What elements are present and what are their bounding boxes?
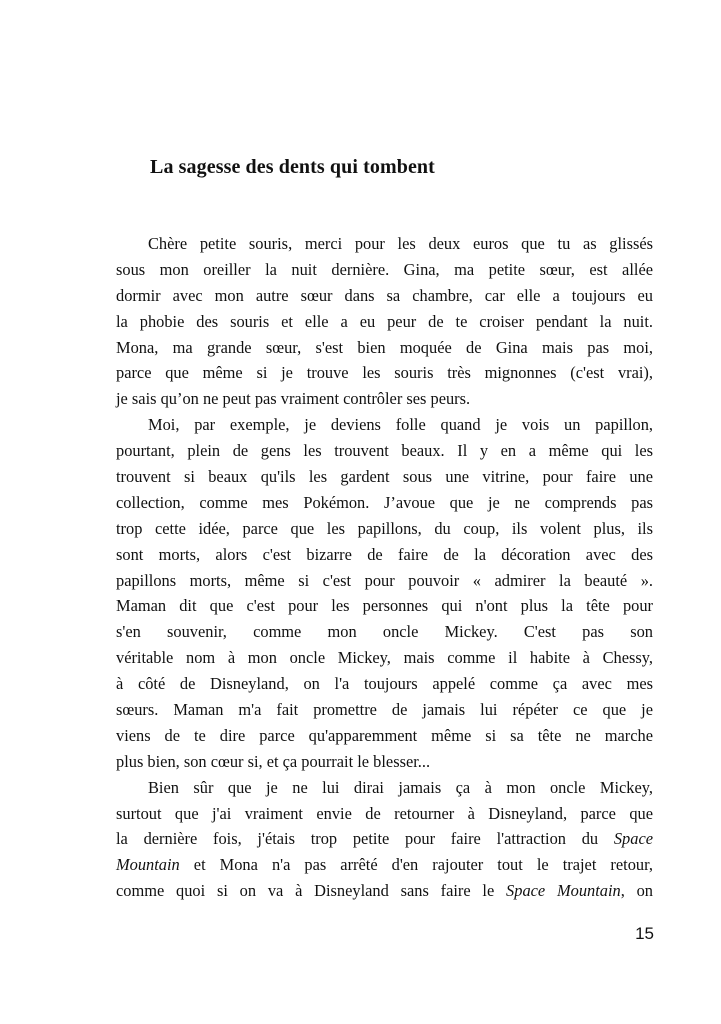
text-line: comme quoi si on va à Disneyland sans faire le Space Mountain, on [116,881,653,901]
text-line: Chère petite souris, merci pour les deux euros que tu as glissés [148,234,653,253]
text-line: parce que même si je trouve les souris très mignonnes (c'est vrai), [116,363,653,383]
text-line: je sais qu’on ne peut pas vraiment contrôler ses peurs. [116,389,471,409]
text-line: sont morts, alors c'est bizarre de faire de la décoration avec des [116,544,653,564]
text-line: Bien sûr que je ne lui dirai jamais ça à mon oncle Mickey, [148,777,653,797]
text-line: Maman dit que c'est pour les personnes qui n'ont plus la tête pour [116,596,653,616]
italic-title: Space Mountain [506,881,621,901]
text-line: dormir avec mon autre sœur dans sa chambre, car elle a toujours eu [116,285,653,305]
text-line: Moi, par exemple, je deviens folle quand je vois un papillon, [148,415,653,435]
text-line: trop cette idée, parce que les papillons, du coup, ils volent plus, ils [116,518,653,538]
text-line: collection, comme mes Pokémon. J’avoue que je ne comprends pas [116,492,653,512]
text-line: s'en souvenir, comme mon oncle Mickey. C'est pas son [116,622,653,642]
text-line: sous mon oreiller la nuit dernière. Gina, ma petite sœur, est allée [116,259,653,279]
text-line: pourtant, plein de gens les trouvent beaux. Il y en a même qui les [116,441,653,461]
italic-title: Space [613,829,653,849]
text-line: la phobie des souris et elle a eu peur de te croiser pendant la nuit. [116,311,653,331]
text-line: à côté de Disneyland, on l'a toujours appelé comme ça avec mes [116,674,653,694]
text-line: trouvent si beaux qu'ils les gardent sous une vitrine, pour faire une [116,467,653,487]
italic-title: Mountain [116,855,180,875]
text-line: sœurs. Maman m'a fait promettre de jamais lui répéter ce que je [116,700,653,720]
body-text [116,231,653,904]
chapter-title: La sagesse des dents qui tombent [150,156,435,178]
text-line: papillons morts, même si c'est pour pouvoir « admirer la beauté ». [116,570,653,590]
text-line: surtout que j'ai vraiment envie de retourner à Disneyland, parce que [116,803,653,823]
page-number: 15 [635,924,654,943]
text-line: Mona, ma grande sœur, s'est bien moquée de Gina mais pas moi, [116,337,653,357]
text-line: Mountain et Mona n'a pas arrêté d'en rajouter tout le trajet retour, [116,855,653,875]
text-line: véritable nom à mon oncle Mickey, mais comme il habite à Chessy, [116,648,653,668]
text-line: plus bien, son cœur si, et ça pourrait le blesser... [116,751,431,771]
text-line: viens de te dire parce qu'apparemment même si sa tête ne marche [116,725,653,745]
text-line: la dernière fois, j'étais trop petite pour faire l'attraction du Space [116,829,653,849]
